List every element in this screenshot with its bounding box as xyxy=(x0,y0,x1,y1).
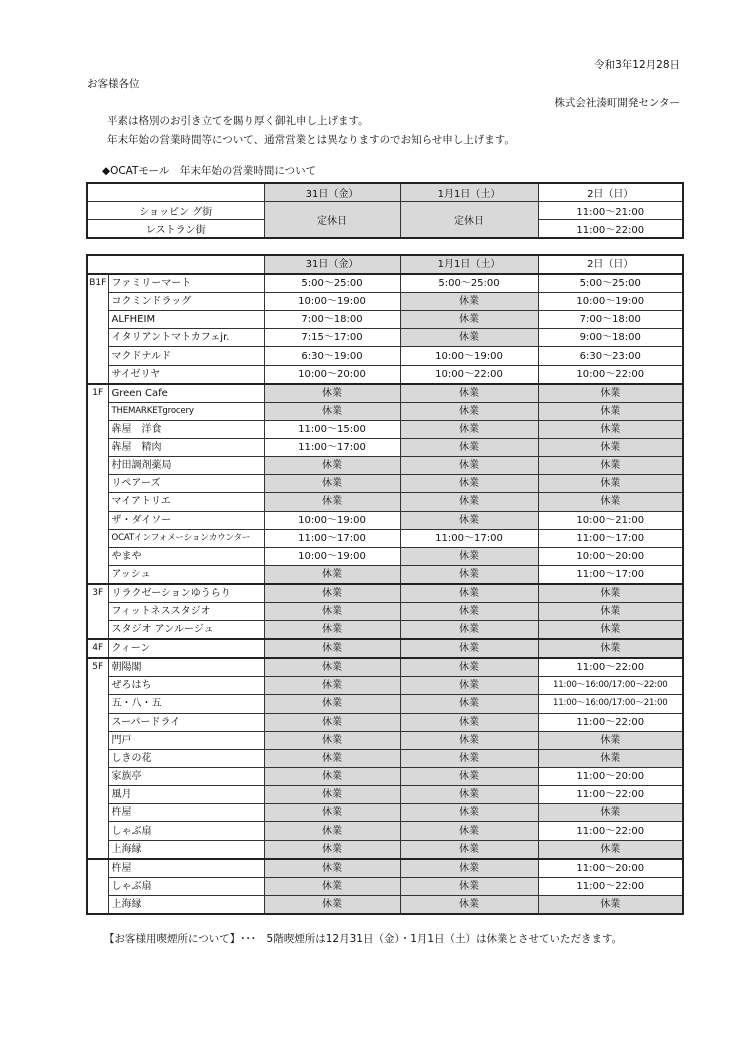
closed-cell: 休業 xyxy=(538,749,683,767)
shop-row xyxy=(87,877,683,895)
shop-row xyxy=(87,420,683,438)
shop-row xyxy=(87,822,683,840)
shop-name: スーパードライ xyxy=(108,713,264,731)
closed-cell: 休業 xyxy=(538,438,683,456)
shop-name: 村田調剤薬局 xyxy=(108,457,264,475)
hours-cell: 10:00～19:00 xyxy=(400,347,538,365)
shop-name: マイアトリエ xyxy=(108,493,264,511)
addressee: お客様各位 xyxy=(87,78,140,90)
closed-cell: 休業 xyxy=(264,786,400,804)
closed-cell: 休業 xyxy=(538,731,683,749)
closed-cell: 休業 xyxy=(400,859,538,878)
closed-cell: 休業 xyxy=(538,475,683,493)
column-header: 31日（金） xyxy=(264,255,400,274)
hours-cell: 11:00～20:00 xyxy=(538,859,683,878)
hours-cell: 10:00～20:00 xyxy=(538,547,683,565)
shop-row xyxy=(87,457,683,475)
hours-cell: 10:00～21:00 xyxy=(538,511,683,529)
closed-cell: 休業 xyxy=(538,840,683,859)
closed-cell: 休業 xyxy=(264,804,400,822)
closed-cell: 休業 xyxy=(264,566,400,585)
floor-label xyxy=(87,859,108,914)
closed-cell: 休業 xyxy=(538,895,683,914)
hours-cell: 11:00～22:00 xyxy=(538,220,683,239)
closed-cell: 休業 xyxy=(400,547,538,565)
closed-cell: 休業 xyxy=(538,457,683,475)
shop-row xyxy=(87,475,683,493)
shop-name: しゃぶ扇 xyxy=(108,822,264,840)
closed-cell: 休業 xyxy=(538,420,683,438)
shop-row xyxy=(87,329,683,347)
closed-cell: 休業 xyxy=(264,584,400,603)
closed-cell: 休業 xyxy=(400,767,538,785)
closed-cell: 休業 xyxy=(400,493,538,511)
closed-cell: 休業 xyxy=(538,384,683,403)
floor-label: B1F xyxy=(87,274,108,384)
closed-cell: 休業 xyxy=(400,895,538,914)
shop-name: リペアーズ xyxy=(108,475,264,493)
closed-cell: 休業 xyxy=(264,457,400,475)
hours-cell: 11:00～22:00 xyxy=(538,877,683,895)
shop-row xyxy=(87,840,683,859)
closed-cell: 休業 xyxy=(400,658,538,677)
shop-row xyxy=(87,511,683,529)
hours-cell: 6:30～23:00 xyxy=(538,347,683,365)
closed-cell: 定休日 xyxy=(264,202,400,239)
shop-row xyxy=(87,895,683,914)
hours-cell: 9:00～18:00 xyxy=(538,329,683,347)
shop-row xyxy=(87,347,683,365)
shop-name: ザ・ダイソー xyxy=(108,511,264,529)
area-name: ショッピン グ街 xyxy=(87,202,264,220)
closed-cell: 休業 xyxy=(538,621,683,640)
hours-cell: 10:00～22:00 xyxy=(400,365,538,384)
shop-name: 風月 xyxy=(108,786,264,804)
shop-name: 杵屋 xyxy=(108,859,264,878)
shop-row xyxy=(87,438,683,456)
closed-cell: 休業 xyxy=(264,603,400,621)
closed-cell: 休業 xyxy=(538,603,683,621)
shop-row xyxy=(87,547,683,565)
shop-row xyxy=(87,786,683,804)
shop-row xyxy=(87,639,683,658)
closed-cell: 休業 xyxy=(400,713,538,731)
hours-cell: 11:00～22:00 xyxy=(538,658,683,677)
shop-name: THEMARKETgrocery xyxy=(108,402,264,420)
column-header: 1月1日（土） xyxy=(400,255,538,274)
shop-row xyxy=(87,804,683,822)
summary-header-row xyxy=(87,183,683,202)
closed-cell: 休業 xyxy=(538,804,683,822)
shop-row xyxy=(87,621,683,640)
closed-cell: 休業 xyxy=(400,311,538,329)
closed-cell: 休業 xyxy=(400,329,538,347)
column-header: 31日（金） xyxy=(264,183,400,202)
shop-row xyxy=(87,384,683,403)
closed-cell: 休業 xyxy=(264,677,400,695)
closed-cell: 休業 xyxy=(264,658,400,677)
shop-name: ファミリーマート xyxy=(108,274,264,293)
shop-row xyxy=(87,402,683,420)
column-header: 2日（日） xyxy=(538,183,683,202)
hours-cell: 11:00～15:00 xyxy=(264,420,400,438)
shop-name: リラクゼーションゆうらり xyxy=(108,584,264,603)
hours-cell: 11:00～21:00 xyxy=(538,202,683,220)
closed-cell: 定休日 xyxy=(400,202,538,239)
hours-cell: 11:00～22:00 xyxy=(538,822,683,840)
closed-cell: 休業 xyxy=(264,895,400,914)
shop-row xyxy=(87,584,683,603)
shop-row xyxy=(87,731,683,749)
hours-cell: 11:00～17:00 xyxy=(538,529,683,547)
shop-row xyxy=(87,529,683,547)
hours-cell: 10:00～19:00 xyxy=(264,511,400,529)
shop-name: やまや xyxy=(108,547,264,565)
closed-cell: 休業 xyxy=(400,695,538,713)
document-date: 令和3年12月28日 xyxy=(594,59,680,71)
hours-cell: 5:00～25:00 xyxy=(264,274,400,293)
shop-name: 五・八・五 xyxy=(108,695,264,713)
shop-name: 上海縁 xyxy=(108,895,264,914)
floor-label: 4F xyxy=(87,639,108,658)
shop-name: サイゼリヤ xyxy=(108,365,264,384)
closed-cell: 休業 xyxy=(400,384,538,403)
closed-cell: 休業 xyxy=(264,621,400,640)
hours-cell: 10:00～19:00 xyxy=(538,293,683,311)
hours-cell: 6:30～19:00 xyxy=(264,347,400,365)
shop-name: 朝陽閣 xyxy=(108,658,264,677)
floor-label: 3F xyxy=(87,584,108,639)
shop-hours-table xyxy=(86,254,684,915)
closed-cell: 休業 xyxy=(400,749,538,767)
closed-cell: 休業 xyxy=(538,584,683,603)
hours-cell: 5:00～25:00 xyxy=(400,274,538,293)
closed-cell: 休業 xyxy=(400,621,538,640)
hours-cell: 10:00～19:00 xyxy=(264,293,400,311)
shop-name: スタジオ アンルージュ xyxy=(108,621,264,640)
closed-cell: 休業 xyxy=(264,402,400,420)
shop-name: 門戸 xyxy=(108,731,264,749)
hours-cell: 7:00～18:00 xyxy=(264,311,400,329)
closed-cell: 休業 xyxy=(400,786,538,804)
area-name: レストラン街 xyxy=(87,220,264,239)
closed-cell: 休業 xyxy=(264,749,400,767)
section-title: ◆OCATモール 年末年始の営業時間について xyxy=(102,165,317,177)
closed-cell: 休業 xyxy=(400,511,538,529)
closed-cell: 休業 xyxy=(400,566,538,585)
hours-cell: 11:00～17:00 xyxy=(264,529,400,547)
column-header: 1月1日（土） xyxy=(400,183,538,202)
closed-cell: 休業 xyxy=(264,877,400,895)
shop-row xyxy=(87,749,683,767)
smoking-area-note: 【お客様用喫煙所について】･･･ 5階喫煙所は12月31日（金）・1月1日（土）は休業とさせていただきます。 xyxy=(104,933,623,945)
closed-cell: 休業 xyxy=(400,804,538,822)
shop-name: アッシュ xyxy=(108,566,264,585)
closed-cell: 休業 xyxy=(264,695,400,713)
shop-row xyxy=(87,677,683,695)
hours-cell: 11:00～17:00 xyxy=(400,529,538,547)
hours-cell: 11:00～16:00/17:00～21:00 xyxy=(538,695,683,713)
shop-row xyxy=(87,365,683,384)
shop-name: ぜろはち xyxy=(108,677,264,695)
hours-cell: 11:00～17:00 xyxy=(264,438,400,456)
shop-name: コクミンドラッグ xyxy=(108,293,264,311)
shop-name: ALFHEIM xyxy=(108,311,264,329)
shop-row xyxy=(87,713,683,731)
closed-cell: 休業 xyxy=(264,767,400,785)
shop-name: イタリアントマトカフェjr. xyxy=(108,329,264,347)
hours-cell: 5:00～25:00 xyxy=(538,274,683,293)
shop-row xyxy=(87,493,683,511)
shop-row xyxy=(87,566,683,585)
closed-cell: 休業 xyxy=(264,493,400,511)
shop-name: クィーン xyxy=(108,639,264,658)
shop-row xyxy=(87,695,683,713)
hours-cell: 10:00～20:00 xyxy=(264,365,400,384)
closed-cell: 休業 xyxy=(538,639,683,658)
shop-name: 家族亭 xyxy=(108,767,264,785)
closed-cell: 休業 xyxy=(538,493,683,511)
closed-cell: 休業 xyxy=(264,822,400,840)
shop-name: 上海縁 xyxy=(108,840,264,859)
shop-row xyxy=(87,767,683,785)
floor-label: 1F xyxy=(87,384,108,584)
closed-cell: 休業 xyxy=(538,402,683,420)
shop-name: OCATインフォメーションカウンター xyxy=(108,529,264,547)
closed-cell: 休業 xyxy=(264,840,400,859)
hours-cell: 11:00～16:00/17:00～22:00 xyxy=(538,677,683,695)
shop-row xyxy=(87,658,683,677)
column-header: 2日（日） xyxy=(538,255,683,274)
greeting-line: 平素は格別のお引き立てを賜り厚く御礼申し上げます。 xyxy=(107,115,369,127)
header-blank xyxy=(87,255,264,274)
closed-cell: 休業 xyxy=(264,475,400,493)
floor-label: 5F xyxy=(87,658,108,858)
closed-cell: 休業 xyxy=(264,731,400,749)
closed-cell: 休業 xyxy=(400,840,538,859)
closed-cell: 休業 xyxy=(400,731,538,749)
hours-cell: 7:15～17:00 xyxy=(264,329,400,347)
closed-cell: 休業 xyxy=(400,457,538,475)
shop-name: フィットネススタジオ xyxy=(108,603,264,621)
shop-name: Green Cafe xyxy=(108,384,264,403)
hours-cell: 11:00～20:00 xyxy=(538,767,683,785)
closed-cell: 休業 xyxy=(400,822,538,840)
shop-name: しゃぶ扇 xyxy=(108,877,264,895)
closed-cell: 休業 xyxy=(400,639,538,658)
company-name: 株式会社湊町開発センター xyxy=(554,97,680,109)
shop-row xyxy=(87,603,683,621)
shop-name: 犇屋 洋食 xyxy=(108,420,264,438)
shop-row xyxy=(87,859,683,878)
closed-cell: 休業 xyxy=(264,639,400,658)
shop-row xyxy=(87,274,683,293)
hours-cell: 11:00～17:00 xyxy=(538,566,683,585)
shop-name: 杵屋 xyxy=(108,804,264,822)
shop-row xyxy=(87,293,683,311)
closed-cell: 休業 xyxy=(264,713,400,731)
closed-cell: 休業 xyxy=(400,603,538,621)
shop-row xyxy=(87,311,683,329)
hours-cell: 10:00～22:00 xyxy=(538,365,683,384)
closed-cell: 休業 xyxy=(400,420,538,438)
shop-name: しきの花 xyxy=(108,749,264,767)
hours-cell: 11:00～22:00 xyxy=(538,786,683,804)
closed-cell: 休業 xyxy=(400,293,538,311)
closed-cell: 休業 xyxy=(400,677,538,695)
closed-cell: 休業 xyxy=(400,402,538,420)
shop-name: 犇屋 精肉 xyxy=(108,438,264,456)
shop-name: マクドナルド xyxy=(108,347,264,365)
closed-cell: 休業 xyxy=(400,475,538,493)
summary-row xyxy=(87,202,683,220)
closed-cell: 休業 xyxy=(400,584,538,603)
greeting-line: 年末年始の営業時間等について、通常営業とは異なりますのでお知らせ申し上げます。 xyxy=(107,134,515,146)
closed-cell: 休業 xyxy=(400,877,538,895)
summary-table xyxy=(86,182,684,239)
hours-cell: 10:00～19:00 xyxy=(264,547,400,565)
hours-cell: 11:00～22:00 xyxy=(538,713,683,731)
closed-cell: 休業 xyxy=(264,859,400,878)
closed-cell: 休業 xyxy=(400,438,538,456)
header-blank xyxy=(87,183,264,202)
shop-header-row xyxy=(87,255,683,274)
closed-cell: 休業 xyxy=(264,384,400,403)
hours-cell: 7:00～18:00 xyxy=(538,311,683,329)
